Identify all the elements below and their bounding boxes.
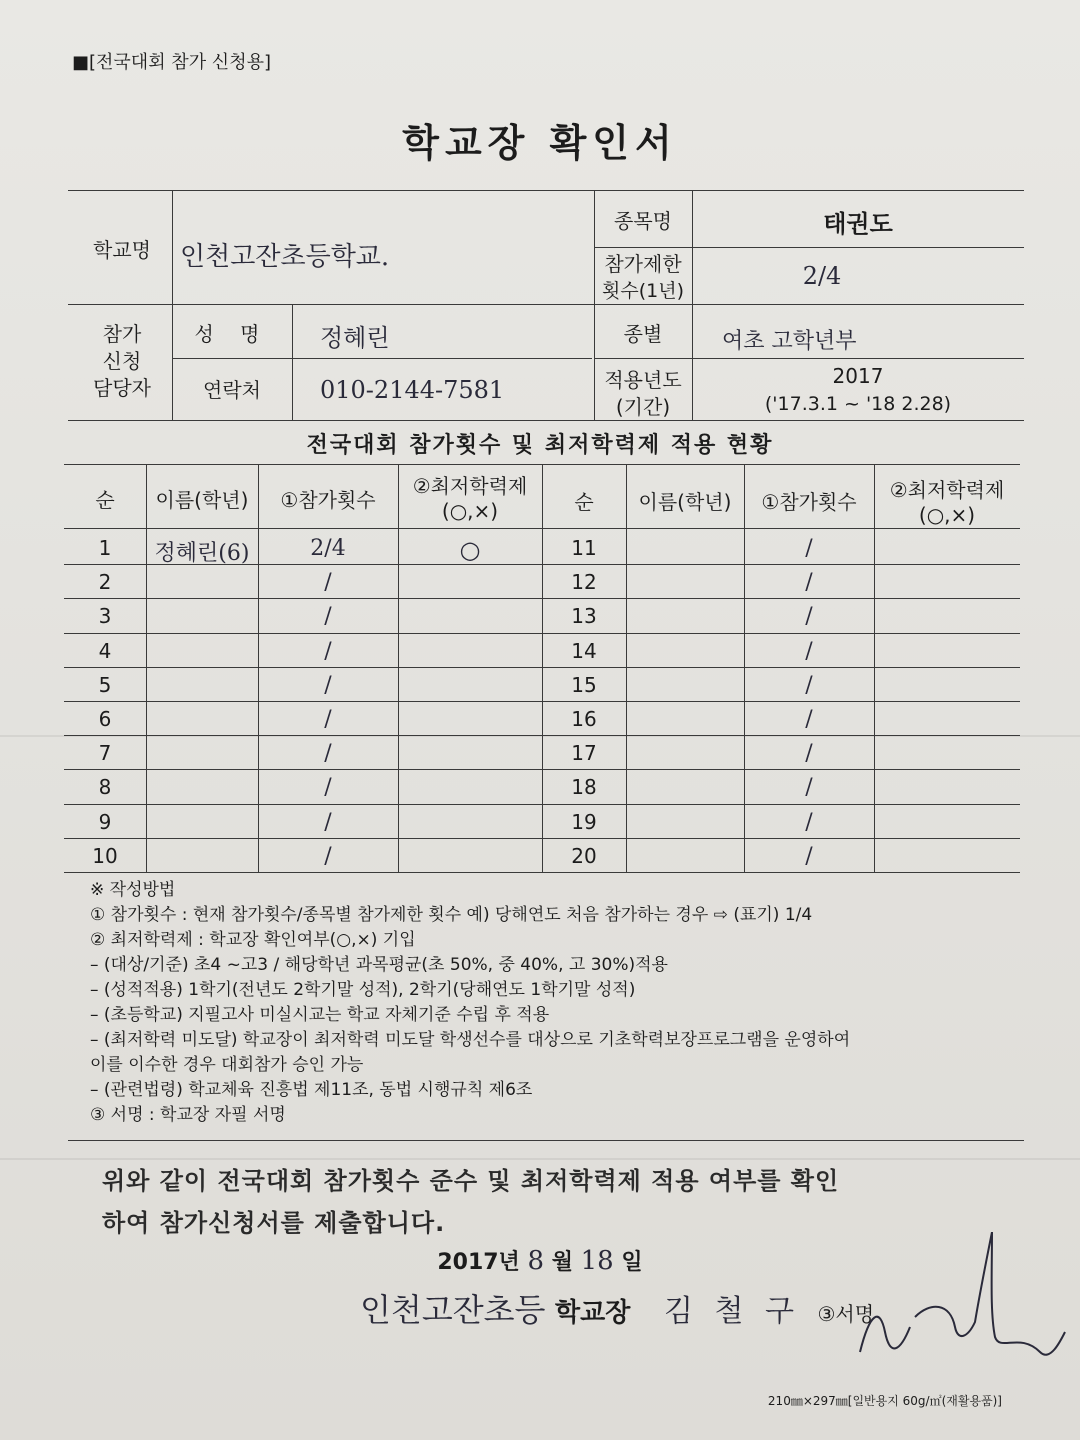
row-number: 7 (98, 741, 112, 766)
row-count: / (805, 741, 813, 767)
row-rule (64, 564, 1020, 565)
form-tag: ■[전국대회 참가 신청용] (72, 52, 271, 73)
date-day: 18 (580, 1246, 614, 1276)
row-count: / (324, 741, 332, 767)
period-value: ('17.3.1 ~ '18 2.28) (764, 393, 952, 415)
row-number: 8 (98, 775, 112, 800)
row-number: 1 (98, 536, 112, 560)
row-count: / (324, 604, 332, 630)
category-label: 종별 (623, 322, 663, 346)
row-rule (64, 838, 1020, 839)
row-number: 18 (571, 775, 597, 800)
row-rule (64, 804, 1020, 805)
name-label: 성 명 (194, 322, 270, 346)
sport-label: 종목명 (614, 209, 672, 233)
row-count: / (324, 707, 332, 732)
confirmation-line: 하여 참가신청서를 제출합니다. (102, 1209, 446, 1237)
limit-label-1: 참가제한 (604, 252, 682, 276)
date-month: 8 (527, 1246, 545, 1276)
applicant-label-2: 신청 (102, 349, 142, 373)
header-name: 이름(학년) (155, 488, 249, 512)
school-value: 인천고잔초등학교. (180, 242, 390, 272)
signature-scribble (840, 1232, 1070, 1372)
note-line: 이를 이수한 경우 대회참가 승인 가능 (90, 1055, 364, 1075)
note-line: ① 참가횟수 : 현재 참가횟수/종목별 참가제한 횟수 예) 당해연도 처음 참가하는 경우 ⇨ (표기) 1/4 (90, 905, 813, 925)
section-title: 전국대회 참가횟수 및 최저학력제 적용 현황 (306, 433, 774, 458)
row-count: / (324, 638, 332, 664)
rule (68, 190, 1024, 191)
row-number: 9 (98, 809, 112, 834)
row-number: 15 (571, 672, 597, 697)
year-label-1: 적용년도 (604, 368, 682, 392)
row-min-standard: ○ (459, 536, 481, 564)
date-day-unit: 일 (621, 1250, 643, 1275)
sign-label: ③서명 (817, 1302, 875, 1326)
paper-spec: 210㎜×297㎜[일반용지 60g/㎡(재활용품)] (767, 1394, 1002, 1408)
row-count: / (805, 536, 813, 561)
confirmation-line: 위와 같이 전국대회 참가횟수 준수 및 최저학력제 적용 여부를 확인 (102, 1167, 840, 1195)
row-number: 12 (571, 570, 597, 595)
header-count: ①참가횟수 (761, 490, 857, 514)
header-min: ②최저학력제 (889, 478, 1005, 502)
row-number: 2 (98, 570, 112, 595)
date-year: 2017년 (437, 1250, 520, 1275)
date-month-unit: 월 (551, 1250, 573, 1275)
header-no: 순 (95, 488, 115, 512)
signature-line (360, 1285, 874, 1331)
instructions (90, 878, 1030, 1128)
rule (68, 1140, 1024, 1141)
rule (68, 304, 1024, 305)
header-no: 순 (574, 490, 594, 514)
row-count: / (805, 843, 813, 869)
row-number: 11 (571, 536, 597, 560)
row-number: 3 (98, 604, 112, 629)
row-count: / (805, 638, 813, 664)
header-min-sub: (○,×) (918, 503, 976, 527)
limit-label-2: 횟수(1년) (602, 280, 684, 302)
row-count: / (324, 672, 332, 698)
rule (626, 464, 627, 872)
note-line: – (관련법령) 학교체육 진흥법 제11조, 동법 시행규칙 제6조 (90, 1080, 533, 1100)
row-number: 17 (571, 741, 597, 766)
category-value: 여초 고학년부 (722, 329, 857, 354)
row-count: / (805, 570, 813, 596)
note-line: ③ 서명 : 학교장 자필 서명 (90, 1105, 286, 1125)
row-number: 5 (98, 672, 112, 697)
row-name: 정혜린(6) (154, 541, 250, 566)
note-line: – (성적적용) 1학기(전년도 2학기말 성적), 2학기(당해연도 1학기말 성적) (90, 980, 636, 1000)
row-number: 13 (571, 604, 597, 629)
row-number: 10 (92, 843, 118, 868)
name-value: 정혜린 (320, 324, 390, 352)
row-number: 19 (571, 809, 597, 834)
applicant-label-3: 담당자 (93, 376, 151, 400)
row-number: 20 (571, 843, 597, 868)
rule (398, 464, 399, 872)
row-rule (64, 735, 1020, 736)
row-count: / (805, 707, 813, 732)
header-min-sub: (○,×) (441, 499, 499, 523)
row-rule (64, 701, 1020, 702)
rule (68, 420, 1024, 421)
header-count: ①참가횟수 (280, 488, 376, 512)
row-count: / (324, 809, 332, 835)
contact-value: 010-2144-7581 (320, 376, 505, 404)
year-label-2: (기간) (615, 395, 671, 419)
row-rule (64, 598, 1020, 599)
note-line: – (대상/기준) 초4 ~고3 / 해당학년 과목평균(초 50%, 중 40%, 고 30%)적용 (90, 955, 668, 975)
contact-label: 연락처 (203, 378, 261, 402)
row-rule (64, 769, 1020, 770)
year-value: 2017 (832, 364, 884, 388)
rule (146, 464, 147, 872)
school-handwritten: 인천고잔초등 (360, 1291, 546, 1329)
row-count: / (805, 604, 813, 630)
principal-name: 김 철 구 (663, 1294, 800, 1329)
row-rule (64, 633, 1020, 634)
document-title: 학교장 확인서 (402, 121, 678, 165)
row-count: 2/4 (310, 536, 346, 561)
principal-label: 학교장 (555, 1298, 631, 1328)
note-line: – (최저학력 미도달) 학교장이 최저학력 미도달 학생선수를 대상으로 기초학력보장프로그램을 운영하여 (90, 1030, 851, 1050)
row-number: 4 (98, 638, 112, 663)
applicant-label-1: 참가 (102, 322, 142, 346)
row-count: / (805, 672, 813, 698)
row-number: 16 (571, 707, 597, 731)
rule (292, 304, 293, 420)
note-line: – (초등학교) 지필고사 미실시교는 학교 자체기준 수립 후 적용 (90, 1005, 550, 1025)
rule (172, 358, 592, 359)
row-rule (64, 667, 1020, 668)
row-count: / (324, 843, 332, 869)
header-min: ②최저학력제 (412, 474, 528, 498)
row-number: 6 (98, 707, 112, 731)
rule (64, 872, 1020, 873)
row-count: / (805, 809, 813, 835)
note-line: ※ 작성방법 (90, 880, 176, 900)
rule (594, 358, 1024, 359)
limit-value: 2/4 (802, 262, 842, 290)
row-count: / (324, 775, 332, 801)
confirmation-text (102, 1160, 839, 1244)
note-line: ② 최저학력제 : 학교장 확인여부(○,×) 기입 (90, 930, 416, 950)
row-count: / (805, 775, 813, 801)
sport-value: 태권도 (823, 210, 893, 238)
row-count: / (324, 570, 332, 596)
header-name: 이름(학년) (638, 490, 732, 514)
school-label: 학교명 (93, 238, 151, 262)
row-number: 14 (571, 638, 597, 663)
